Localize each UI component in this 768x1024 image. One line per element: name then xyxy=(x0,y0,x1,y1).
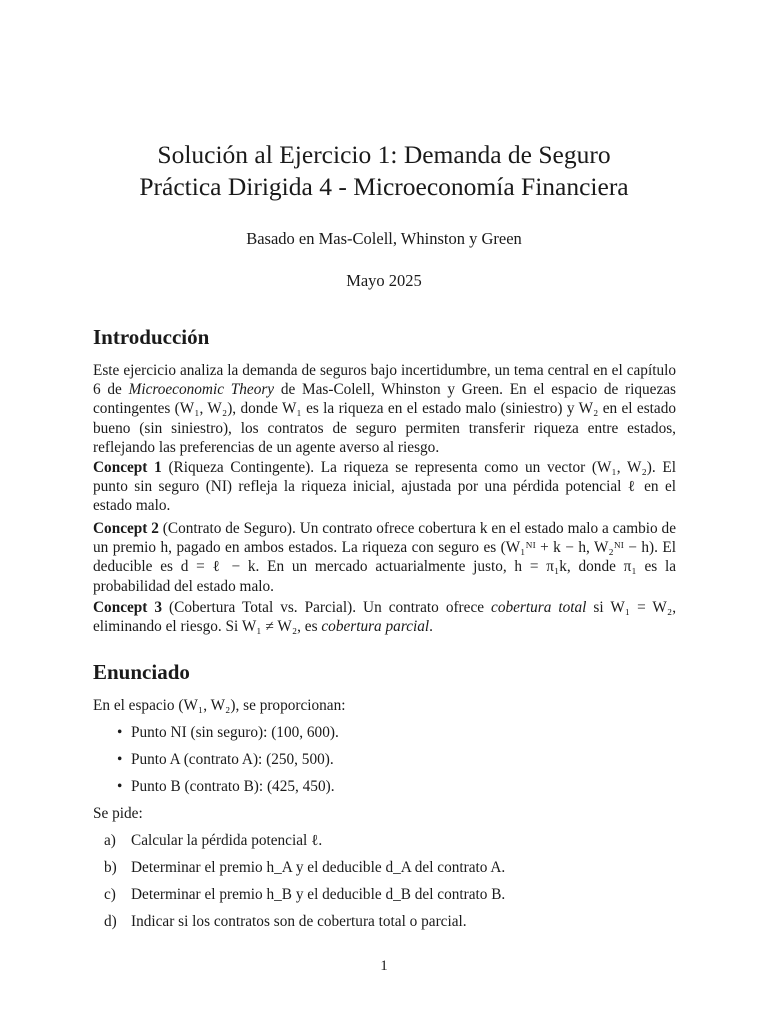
concept-1-label: Concept 1 xyxy=(93,459,162,476)
document-title-line-1: Solución al Ejercicio 1: Demanda de Seguro xyxy=(157,140,611,169)
bullet-icon: • xyxy=(117,778,123,795)
concept-3-partial: cobertura parcial xyxy=(321,618,430,636)
concept-1-text: La riqueza se representa como un vector (W₁, W₂). El punto sin seguro (NI) refleja la riqueza inicial, ajustada por una pérdida potencial ℓ en el estado malo. xyxy=(93,459,676,515)
concept-2 xyxy=(93,519,676,596)
list-item: • Punto A (contrato A): (250, 500). xyxy=(117,751,334,768)
concept-3-title: (Cobertura Total vs. Parcial). xyxy=(169,599,357,616)
concept-2-text: Un contrato ofrece cobertura k en el estado malo a cambio de un premio h, pagado en ambos estados. La riqueza con seguro es (W₁ᴺᴵ + k − h, W₂ᴺᴵ − h). El deducible es d = ℓ − k. En un mercado actuarialmente justo, h = π₁k, donde π₁ es la probabilidad del estado malo. xyxy=(93,520,677,595)
enumerated-item: c) Determinar el premio h_B y el deducible d_B del contrato B. xyxy=(104,886,506,903)
section-heading-introduccion: Introducción xyxy=(93,325,210,349)
asks-lead: Se pide: xyxy=(93,805,143,822)
list-item: • Punto NI (sin seguro): (100, 600). xyxy=(117,724,339,741)
bullet-icon: • xyxy=(117,724,123,741)
concept-3-text-b: si W₁ = W₂, eliminando el riesgo. Si W₁ ≠ W₂, es xyxy=(93,599,677,636)
document-title-line-2: Práctica Dirigida 4 - Microeconomía Financiera xyxy=(139,172,629,201)
concept-3-total: cobertura total xyxy=(491,599,587,616)
book-title: Microeconomic Theory xyxy=(128,381,275,399)
page-number: 1 xyxy=(380,958,388,974)
concept-3 xyxy=(93,598,676,636)
intro-paragraph xyxy=(93,361,676,457)
concept-2-title: (Contrato de Seguro). xyxy=(162,520,296,537)
list-item: • Punto B (contrato B): (425, 450). xyxy=(117,778,335,795)
section-heading-enunciado: Enunciado xyxy=(93,660,190,684)
document-author: Basado en Mas-Colell, Whinston y Green xyxy=(246,229,522,248)
concept-2-label: Concept 2 xyxy=(93,520,159,537)
statement-lead: En el espacio (W₁, W₂), se proporcionan: xyxy=(93,697,346,714)
document-date: Mayo 2025 xyxy=(346,271,422,290)
concept-3-label: Concept 3 xyxy=(93,599,163,616)
concept-1 xyxy=(93,458,676,516)
concept-3-text-c: . xyxy=(429,618,433,636)
enumerated-item: b) Determinar el premio h_A y el deducible d_A del contrato A. xyxy=(104,859,506,876)
concept-3-text-a: Un contrato ofrece xyxy=(356,599,492,616)
concept-1-title: (Riqueza Contingente). xyxy=(168,459,315,476)
intro-text-b: de Mas-Colell, Whinston y Green. En el espacio de riquezas contingentes (W₁, W₂), donde W₁ es la riqueza en el estado malo (siniestro) y W₂ en el estado bueno (sin siniestro), los contratos de seguro permiten transferir riqueza entre estados, reflejando las preferencias de un agente averso al riesgo. xyxy=(93,381,676,456)
bullet-icon: • xyxy=(117,751,123,768)
enumerated-item: d) Indicar si los contratos son de cobertura total o parcial. xyxy=(104,913,467,930)
intro-text-a: Este ejercicio analiza la demanda de seguros bajo incertidumbre, un tema central en el capítulo 6 de xyxy=(93,362,676,399)
enumerated-item: a) Calcular la pérdida potencial ℓ. xyxy=(104,832,323,849)
